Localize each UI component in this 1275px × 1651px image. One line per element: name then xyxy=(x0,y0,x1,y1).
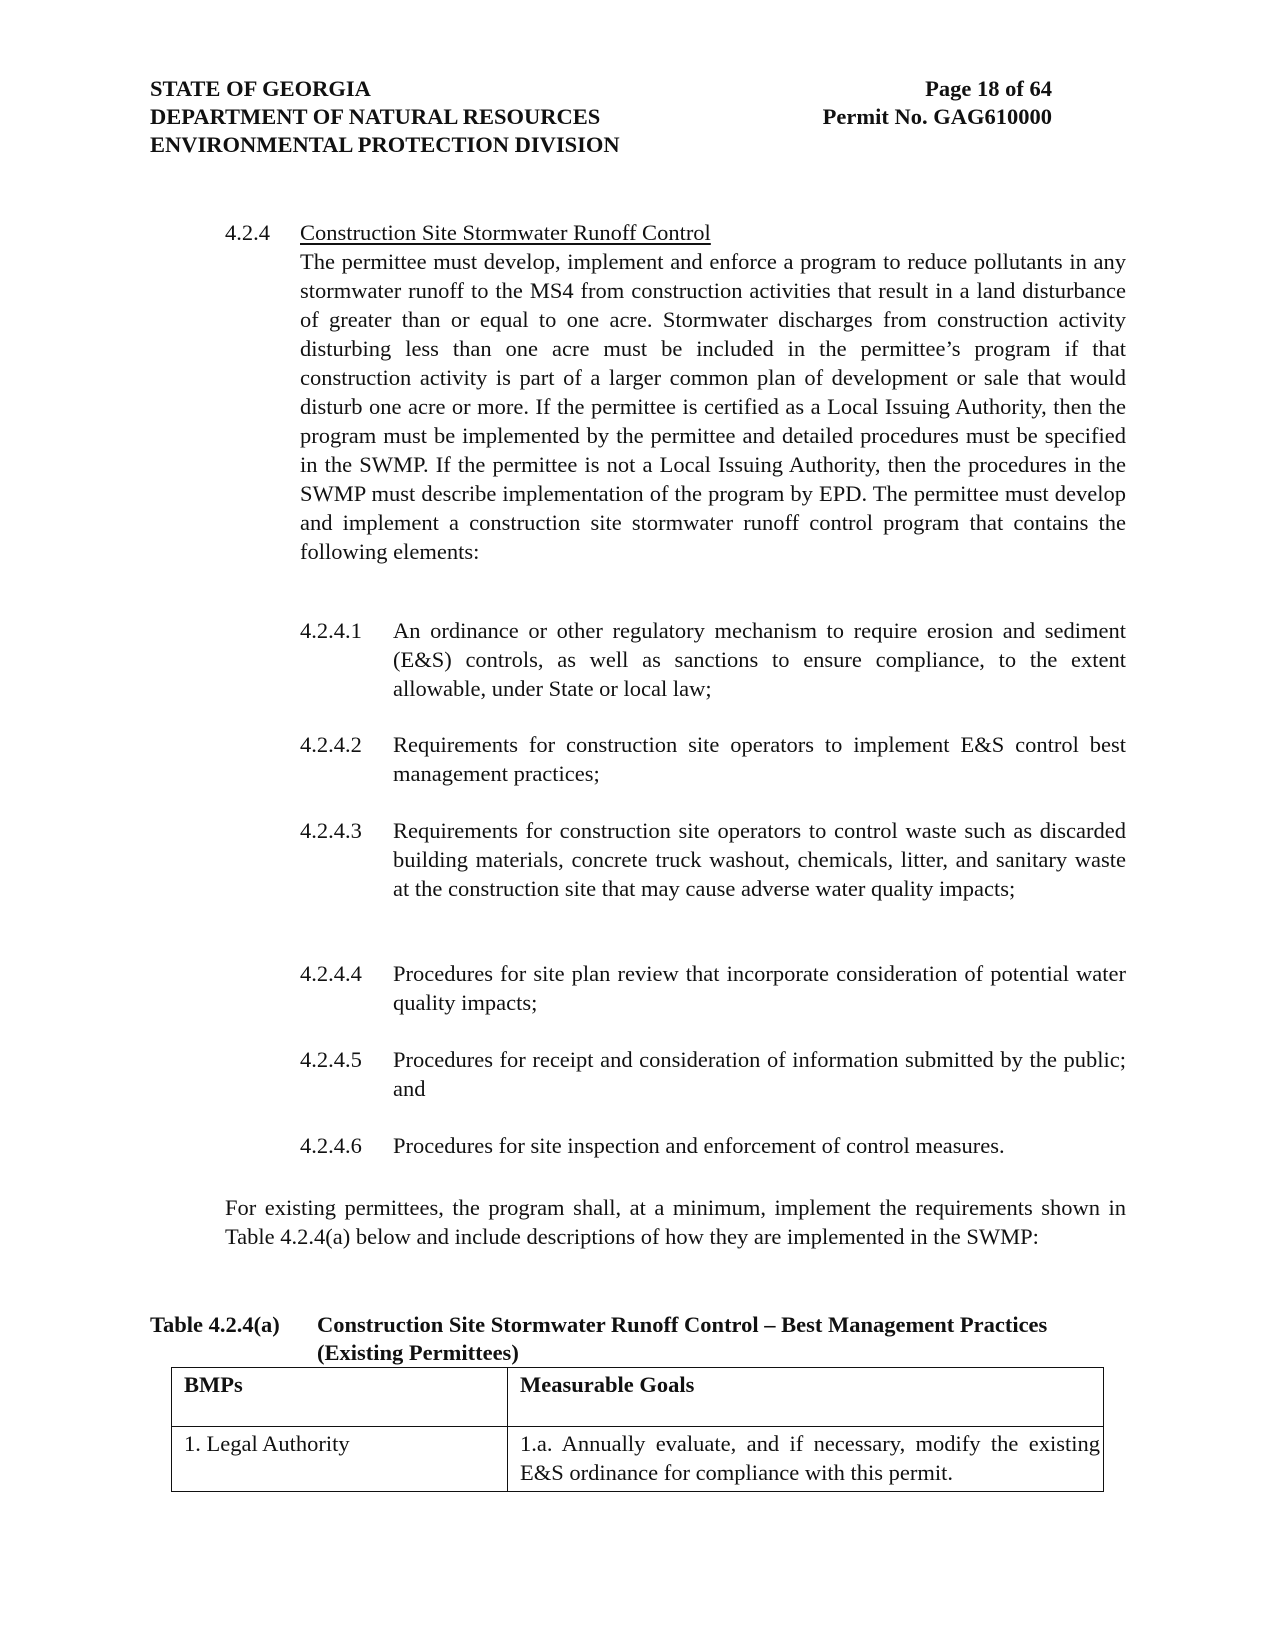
agency-division: ENVIRONMENTAL PROTECTION DIVISION xyxy=(150,132,620,157)
item-text: Requirements for construction site operators to control waste such as discarded building materials, concrete truck washout, chemicals, litter, and sanitary waste at the construction site that may cause adverse water quality impacts; xyxy=(393,818,1126,901)
agency-state: STATE OF GEORGIA xyxy=(150,76,371,101)
item-text: Procedures for site plan review that incorporate consideration of potential water quality impacts; xyxy=(393,961,1126,1015)
existing-permittees-paragraph: For existing permittees, the program shall, at a minimum, implement the requirements shown in Table 4.2.4(a) below and include descriptions of how they are implemented in the SWMP: xyxy=(225,1195,1126,1249)
item-number: 4.2.4.2 xyxy=(300,732,362,757)
table-caption xyxy=(150,1311,1126,1367)
item-number: 4.2.4.5 xyxy=(300,1047,362,1072)
table-header-row xyxy=(172,1368,1104,1427)
column-header-measurable-goals: Measurable Goals xyxy=(508,1368,1104,1427)
item-text: Procedures for site inspection and enforcement of control measures. xyxy=(393,1133,1005,1158)
page-permit-header xyxy=(794,75,1052,131)
item-text: An ordinance or other regulatory mechanism to require erosion and sediment (E&S) controls, as well as sanctions to ensure compliance, to the extent allowable, under State or local law; xyxy=(393,618,1126,701)
item-number: 4.2.4.4 xyxy=(300,961,362,986)
bmp-table xyxy=(171,1367,1104,1492)
goal-cell: 1.a. Annually evaluate, and if necessary, modify the existing E&S ordinance for compliance with this permit. xyxy=(508,1427,1104,1492)
item-number: 4.2.4.3 xyxy=(300,818,362,843)
agency-department: DEPARTMENT OF NATURAL RESOURCES xyxy=(150,104,601,129)
column-header-bmps: BMPs xyxy=(172,1368,508,1427)
permit-number: Permit No. GAG610000 xyxy=(822,104,1052,129)
table-caption-subtitle: (Existing Permittees) xyxy=(317,1340,519,1365)
agency-header xyxy=(150,75,620,159)
section-body: The permittee must develop, implement and enforce a program to reduce pollutants in any stormwater runoff to the MS4 from construction activities that result in a land disturbance of greater than or equal to one acre. Stormwater discharges from construction activity disturbing less than one acre must be included in the permittee’s program if that construction activity is part of a larger common plan of development or sale that would disturb one acre or more. If the permittee is certified as a Local Issuing Authority, then the program must be implemented by the permittee and detailed procedures must be specified in the SWMP. If the permittee is not a Local Issuing Authority, then the procedures in the SWMP must describe implementation of the program by EPD. The permittee must develop and implement a construction site stormwater runoff control program that contains the following elements: xyxy=(300,249,1126,564)
item-number: 4.2.4.6 xyxy=(300,1133,362,1158)
item-text: Procedures for receipt and consideration of information submitted by the public; and xyxy=(393,1047,1126,1101)
section-number: 4.2.4 xyxy=(225,220,270,245)
table-caption-label: Table 4.2.4(a) xyxy=(150,1312,280,1337)
table-row xyxy=(172,1427,1104,1492)
section-title: Construction Site Stormwater Runoff Control xyxy=(300,220,711,245)
page-number: Page 18 of 64 xyxy=(925,76,1052,101)
item-number: 4.2.4.1 xyxy=(300,618,362,643)
item-text: Requirements for construction site operators to implement E&S control best management practices; xyxy=(393,732,1126,786)
table-caption-title: Construction Site Stormwater Runoff Control – Best Management Practices xyxy=(317,1312,1048,1337)
bmp-cell: 1. Legal Authority xyxy=(172,1427,508,1492)
